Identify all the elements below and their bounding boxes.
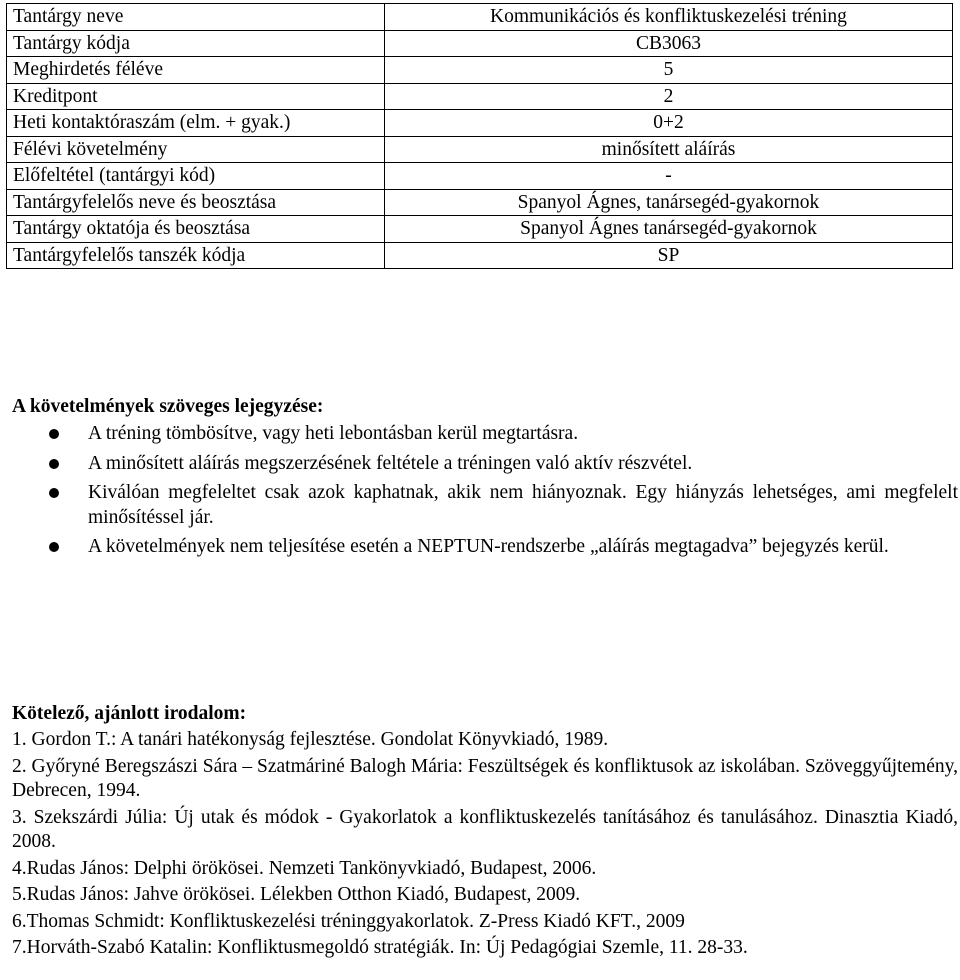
table-row [7, 4, 953, 31]
table-row [7, 110, 953, 137]
table-row [7, 136, 953, 163]
list-item [12, 422, 958, 447]
list-item: 3. Szekszárdi Júlia: Új utak és módok - Gyakorlatok a konfliktuskezelés tanításához és tanulásához. Dinasztia Kiadó, 2008. [12, 806, 958, 852]
row-label: Meghirdetés féléve [7, 57, 385, 84]
list-item: 2. Győryné Beregszászi Sára – Szatmáriné Balogh Mária: Feszültségek és konfliktusok az iskolában. Szöveggyűjtemény, Debrecen, 1994. [12, 755, 958, 801]
requirement-text: A tréning tömbösítve, vagy heti lebontásban kerül megtartásra. [88, 423, 579, 444]
table-row [7, 30, 953, 57]
row-value: Kommunikációs és konfliktuskezelési tréning [385, 4, 953, 31]
requirement-text: Kiválóan megfeleltet csak azok kaphatnak, akik nem hiányoznak. Egy hiányzás lehetséges, ami megfelelt minősítéssel jár. [88, 482, 958, 528]
bullet-icon [49, 488, 59, 498]
list-item: 5.Rudas János: Jahve örökösei. Lélekben Otthon Kiadó, Budapest, 2009. [12, 884, 581, 905]
row-label: Tantárgy oktatója és beosztása [7, 216, 385, 243]
list-item: 4.Rudas János: Delphi örökösei. Nemzeti Tankönyvkiadó, Budapest, 2006. [12, 857, 597, 879]
list-item: 1. Gordon T.: A tanári hatékonyság fejlesztése. Gondolat Könyvkiadó, 1989. [12, 729, 609, 750]
row-value: 5 [385, 57, 953, 84]
table-row [7, 163, 953, 190]
row-value: 2 [385, 83, 953, 110]
table-row [7, 242, 953, 269]
table-row [7, 83, 953, 110]
list-item: 7.Horváth-Szabó Katalin: Konfliktusmegoldó stratégiák. In: Új Pedagógiai Szemle, 11. 28-33. [12, 937, 748, 958]
requirements-list [12, 422, 958, 565]
row-value: - [385, 163, 953, 190]
bullet-icon [49, 429, 59, 439]
row-label: Kreditpont [7, 83, 385, 110]
row-label: Félévi követelmény [7, 136, 385, 163]
row-value: CB3063 [385, 30, 953, 57]
list-item [12, 535, 958, 560]
row-label: Tantárgyfelelős neve és beosztása [7, 189, 385, 216]
table-row [7, 57, 953, 84]
table-row [7, 216, 953, 243]
literature-list [12, 728, 958, 963]
table-row [7, 189, 953, 216]
row-label: Heti kontaktóraszám (elm. + gyak.) [7, 110, 385, 137]
list-item: 6.Thomas Schmidt: Konfliktuskezelési tréninggyakorlatok. Z-Press Kiadó KFT., 2009 [12, 910, 685, 932]
row-label: Tantárgy neve [7, 4, 385, 31]
requirement-text: A minősített aláírás megszerzésének feltétele a tréningen való aktív részvétel. [88, 452, 693, 474]
row-label: Előfeltétel (tantárgyi kód) [7, 163, 385, 190]
row-value: Spanyol Ágnes, tanársegéd-gyakornok [385, 189, 953, 216]
literature-heading: Kötelező, ajánlott irodalom: [12, 703, 247, 724]
list-item [12, 481, 958, 530]
row-value: SP [385, 242, 953, 269]
list-item [12, 452, 958, 477]
course-info-table [6, 3, 953, 269]
requirement-text: A követelmények nem teljesítése esetén a NEPTUN-rendszerbe „aláírás megtagadva” bejegyzés kerül. [88, 536, 889, 557]
requirements-heading: A követelmények szöveges lejegyzése: [12, 396, 324, 417]
row-label: Tantárgy kódja [7, 30, 385, 57]
row-value: Spanyol Ágnes tanársegéd-gyakornok [385, 216, 953, 243]
bullet-icon [49, 459, 59, 469]
row-label: Tantárgyfelelős tanszék kódja [7, 242, 385, 269]
row-value: 0+2 [385, 110, 953, 137]
bullet-icon [49, 542, 59, 552]
row-value: minősített aláírás [385, 136, 953, 163]
